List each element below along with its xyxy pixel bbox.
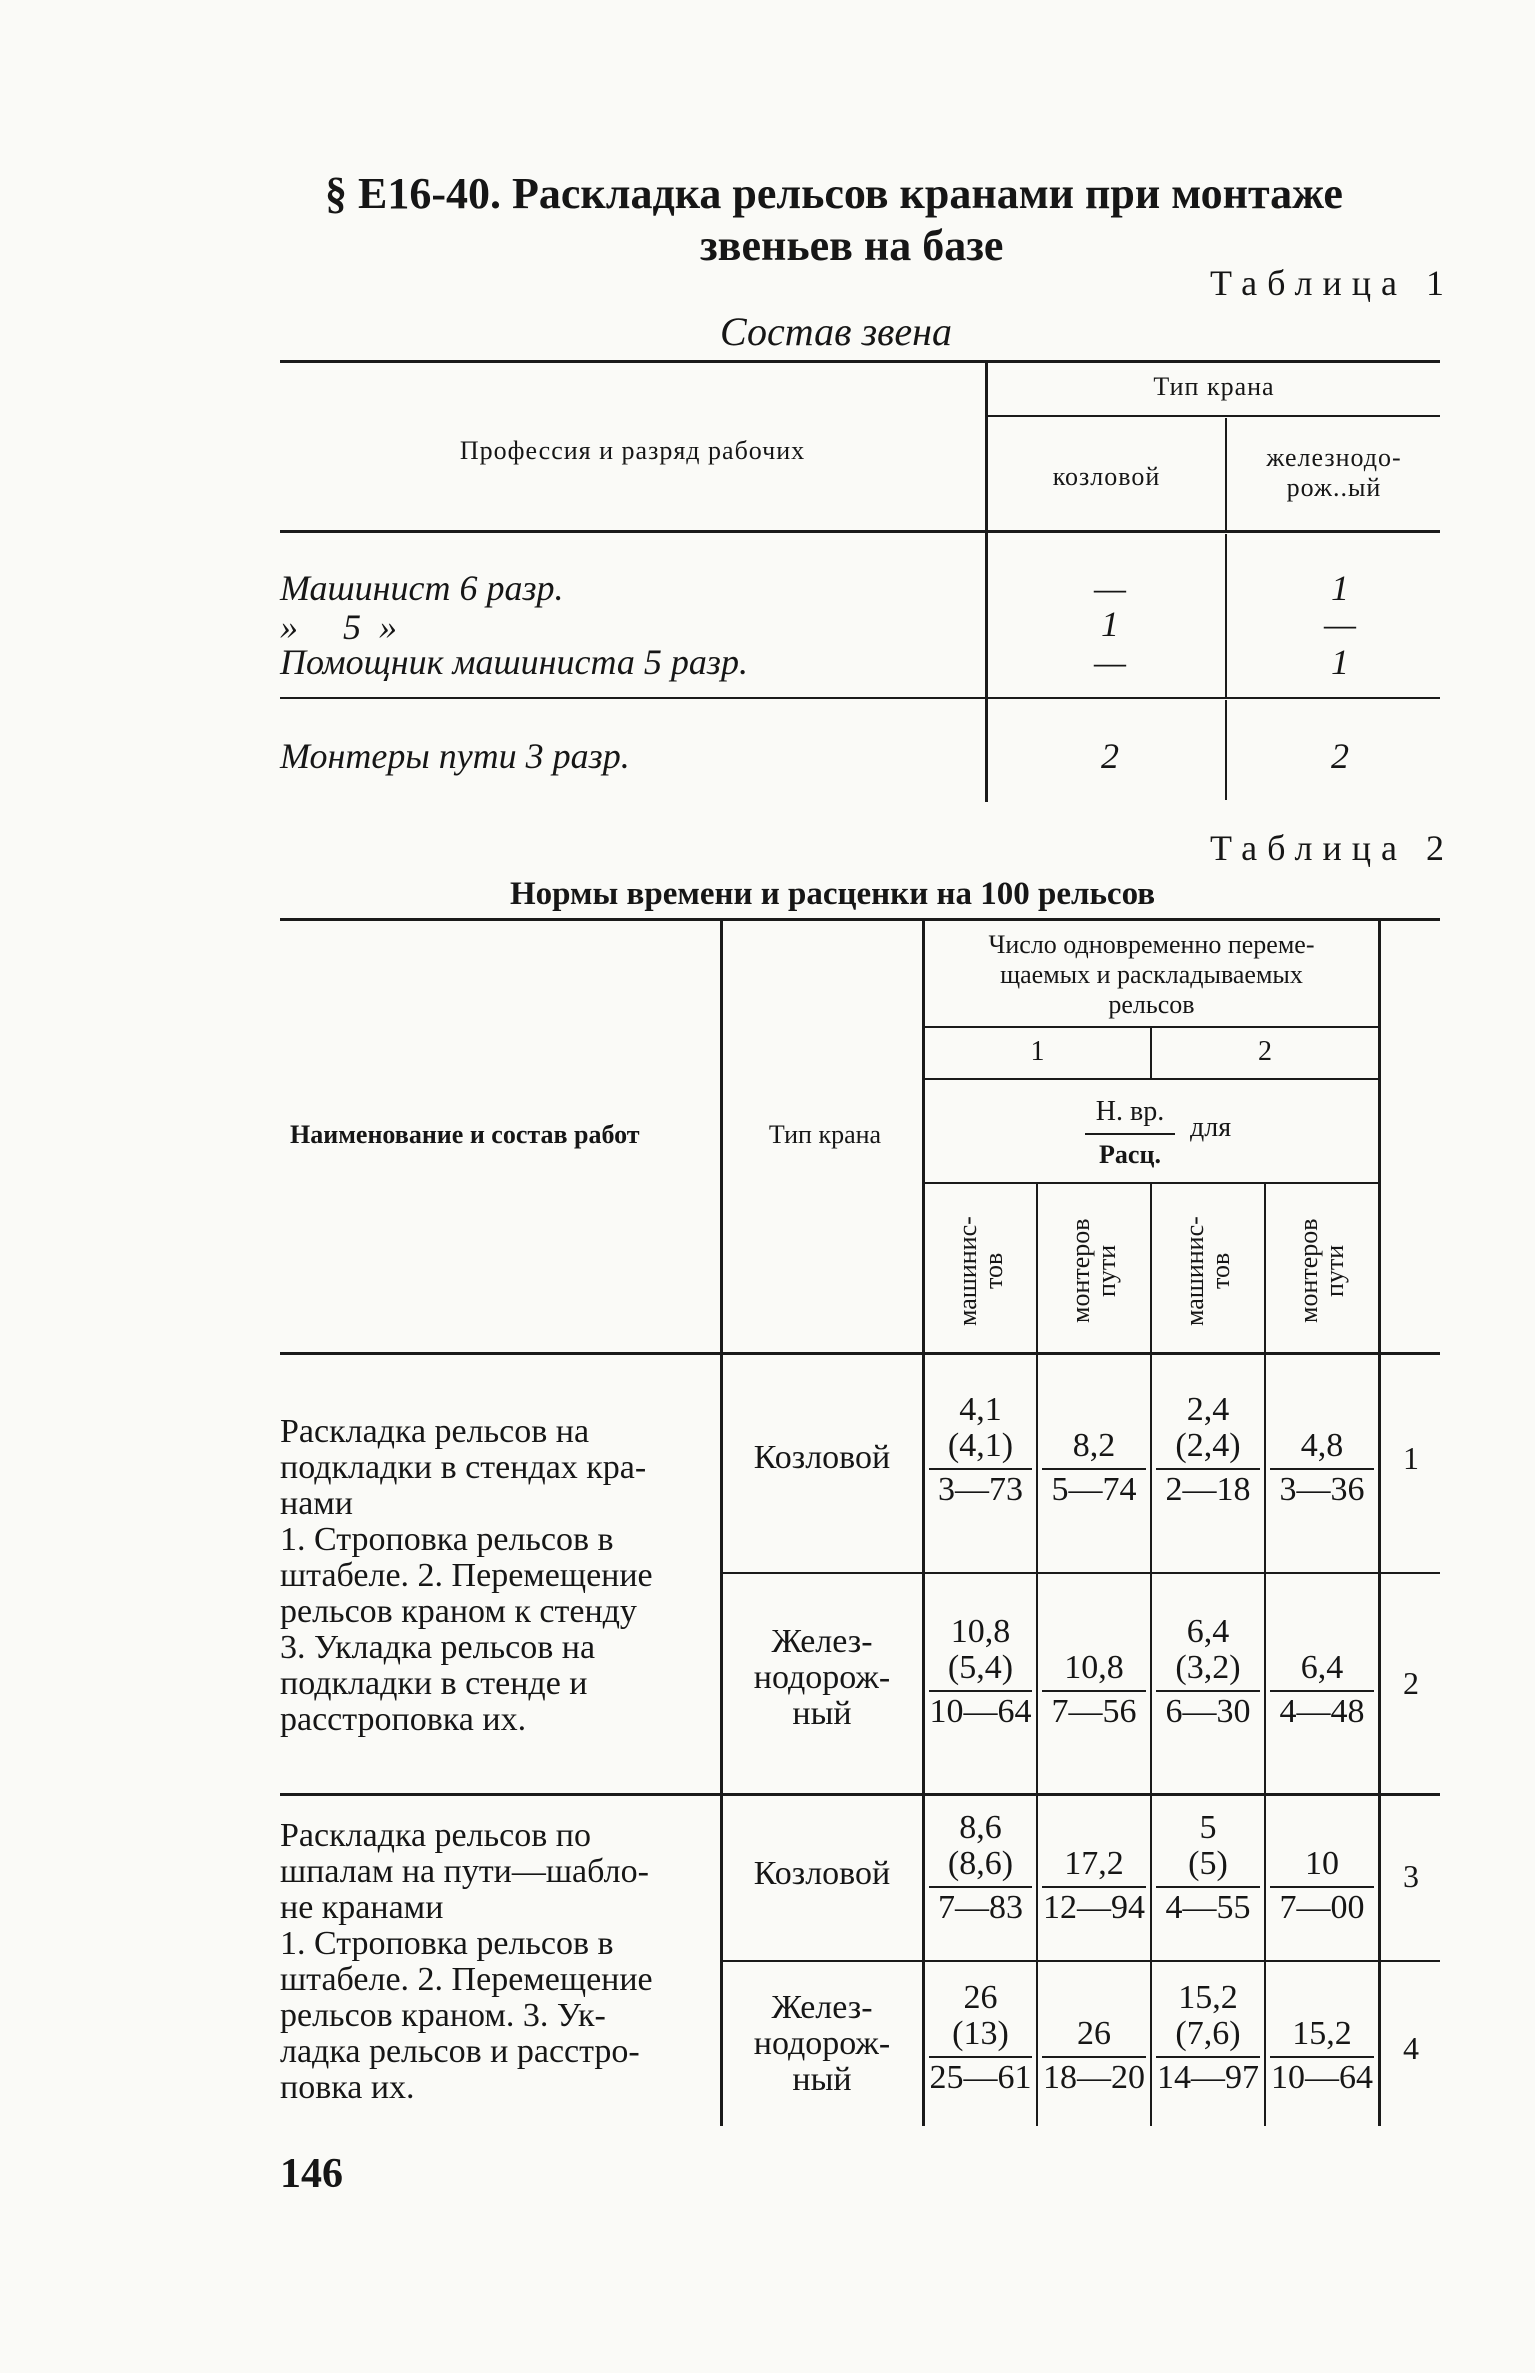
crane-type-line: нодорож- <box>753 2025 891 2062</box>
norm-value: 6,4 <box>1186 1613 1230 1650</box>
table1-cell-gantry: 2 <box>1101 736 1119 776</box>
table2-norm-cell <box>1266 1846 1378 1926</box>
table2-norm-cell <box>1152 1980 1264 2096</box>
norm-value: (8,6) <box>947 1845 1014 1882</box>
table1-cell-railway: — <box>1323 604 1356 644</box>
table2-header-norm-den: Расц. <box>1099 1140 1161 1169</box>
norm-value: (13) <box>952 2015 1009 2052</box>
table2-header-count-line-3: рельсов <box>1108 990 1195 1019</box>
table2-crane-type <box>722 1624 922 1732</box>
table1-header-crane-type: Тип крана <box>1153 372 1275 401</box>
crane-type-line: Желез- <box>771 1623 873 1660</box>
table2-norm-cell <box>1038 1846 1150 1926</box>
table2-norm-cell <box>1038 2016 1150 2096</box>
table1-header-railway <box>1228 443 1440 503</box>
norm-value: 10 <box>1305 1845 1339 1882</box>
crane-type-line: нодорож- <box>753 1659 891 1696</box>
rate-value: 25—61 <box>929 2056 1032 2096</box>
norm-value: 26 <box>963 1979 998 2016</box>
table2-norm-cell <box>1152 1614 1264 1730</box>
table2-norm-cell <box>1266 1428 1378 1508</box>
table2-row-number: 3 <box>1403 1858 1419 1894</box>
table2-header-two: 2 <box>1258 1036 1272 1067</box>
table1-row-name: Помощник машиниста 5 разр. <box>280 642 748 682</box>
work-text-line: ладка рельсов и расстро- <box>280 2033 640 2070</box>
table2-header-one: 1 <box>1030 1036 1045 1067</box>
table1-caption: Состав звена <box>720 309 953 354</box>
norm-value: 26 <box>1077 2015 1111 2052</box>
crane-type-line: Желез- <box>771 1989 873 2026</box>
work-text-line: подкладки в стенде и <box>280 1665 588 1702</box>
norm-value: 15,2 <box>1292 2015 1352 2052</box>
norm-value: 6,4 <box>1300 1649 1344 1686</box>
norm-value: (5,4) <box>947 1649 1014 1686</box>
table2-label: Таблица 2 <box>1210 828 1454 868</box>
table2-header-track-fitters: монтеров пути <box>1294 1218 1349 1324</box>
rate-value: 12—94 <box>1042 1886 1146 1926</box>
table2-norm-cell <box>1152 1810 1264 1926</box>
norm-value: (7,6) <box>1175 2015 1241 2052</box>
table2-row-number: 2 <box>1403 1665 1419 1701</box>
page-number: 146 <box>280 2151 343 2197</box>
work-text-line: Раскладка рельсов по <box>280 1817 591 1854</box>
table2-header-track-fitters: монтеров пути <box>1066 1218 1121 1324</box>
work-text-line: штабеле. 2. Перемещение <box>280 1961 653 1998</box>
table2-norm-cell <box>1038 1650 1150 1730</box>
table2-header-count-line-1: Число одновременно переме- <box>988 930 1315 959</box>
crane-type-line: ный <box>792 2061 852 2098</box>
work-text-line: 1. Строповка рельсов в <box>280 1521 614 1558</box>
table2-work-description <box>280 1414 695 1738</box>
rate-value: 14—97 <box>1156 2056 1260 2096</box>
table2-norm-cell <box>1152 1392 1264 1508</box>
rate-value: 6—30 <box>1156 1690 1260 1730</box>
work-text-line: нами <box>280 1485 353 1522</box>
work-text-line: расстроповка их. <box>280 1701 527 1738</box>
norm-value: 10,8 <box>950 1613 1011 1650</box>
work-text-line: шпалам на пути—шабло- <box>280 1853 649 1890</box>
rate-value: 7—00 <box>1270 1886 1374 1926</box>
table2-header-norm-num: Н. вр. <box>1095 1096 1165 1127</box>
table2-norm-cell <box>925 1614 1036 1730</box>
norm-value: 2,4 <box>1186 1391 1230 1428</box>
rate-value: 18—20 <box>1042 2056 1146 2096</box>
table2-header-crane: Тип крана <box>768 1120 882 1149</box>
work-text-line: подкладки в стендах кра- <box>280 1449 647 1486</box>
table1-header-railway-line-1: железнодо- <box>1266 443 1402 472</box>
table2-header-work: Наименование и состав работ <box>290 1120 640 1149</box>
table1-header-railway-line-2: рож..ый <box>1286 473 1382 502</box>
norm-value: (4,1) <box>947 1427 1014 1464</box>
rate-value: 7—56 <box>1042 1690 1146 1730</box>
table2-header-machinists: машинис- тов <box>1180 1216 1235 1326</box>
rate-value: 10—64 <box>929 1690 1032 1730</box>
crane-type-line: ный <box>792 1695 852 1732</box>
table2-header-count-line-2: щаемых и раскладываемых <box>1000 960 1303 989</box>
work-text-line: штабеле. 2. Перемещение <box>280 1557 653 1594</box>
table2-norm-cell <box>1266 1650 1378 1730</box>
table2-norm-cell <box>925 1392 1036 1508</box>
table1-cell-gantry: — <box>1093 642 1126 682</box>
rate-value: 5—74 <box>1042 1468 1146 1508</box>
table2-header-count <box>925 930 1378 1020</box>
table2-norm-cell <box>925 1980 1036 2096</box>
table1-row-name: » 5 » <box>280 607 397 647</box>
rate-value: 10—64 <box>1270 2056 1374 2096</box>
table2-norm-cell <box>1038 1428 1150 1508</box>
norm-value: (3,2) <box>1175 1649 1241 1686</box>
norm-value: 5 <box>1199 1809 1217 1846</box>
norm-value: 15,2 <box>1178 1979 1238 2016</box>
work-text-line: не кранами <box>280 1889 444 1926</box>
rate-value: 2—18 <box>1156 1468 1260 1508</box>
rate-value: 3—36 <box>1270 1468 1374 1508</box>
section-title-line-1: § Е16-40. Раскладка рельсов кранами при монтаже <box>325 169 1343 218</box>
norm-value: 4,1 <box>959 1391 1002 1428</box>
table2-crane-type <box>722 1990 922 2098</box>
table2-row-number: 1 <box>1403 1440 1419 1476</box>
rate-value: 4—48 <box>1270 1690 1374 1730</box>
norm-value: 4,8 <box>1300 1427 1344 1464</box>
table2-header-norm-for: для <box>1190 1112 1232 1143</box>
norm-value: 8,2 <box>1072 1427 1116 1464</box>
work-text-line: Раскладка рельсов на <box>280 1413 590 1450</box>
table1-row-name: Монтеры пути 3 разр. <box>280 736 630 776</box>
table2-crane-type: Козловой <box>753 1855 891 1892</box>
table1-cell-railway: 1 <box>1331 642 1349 682</box>
work-text-line: рельсов краном к стенду <box>280 1593 637 1630</box>
rate-value: 3—73 <box>929 1468 1032 1508</box>
norm-value: 17,2 <box>1064 1845 1124 1882</box>
section-title-line-2: звеньев на базе <box>700 221 1004 270</box>
norm-value: 8,6 <box>959 1809 1002 1846</box>
table1-cell-gantry: — <box>1093 568 1126 608</box>
table1-cell-gantry: 1 <box>1101 604 1119 644</box>
norm-value: (2,4) <box>1175 1427 1241 1464</box>
table1-row-name: Машинист 6 разр. <box>280 568 564 608</box>
table2-crane-type: Козловой <box>753 1439 891 1476</box>
table1-header-gantry: козловой <box>1052 462 1161 491</box>
table1-header-profession: Профессия и разряд рабочих <box>459 436 806 465</box>
table2-norm-cell <box>1266 2016 1378 2096</box>
table2-header-machinists: машинис- тов <box>953 1216 1008 1326</box>
rate-value: 4—55 <box>1156 1886 1260 1926</box>
table2-work-description <box>280 1818 695 2106</box>
table1-cell-railway: 1 <box>1331 568 1349 608</box>
work-text-line: повка их. <box>280 2069 415 2106</box>
table2-row-number: 4 <box>1403 2030 1419 2066</box>
table1-label: Таблица 1 <box>1210 263 1454 303</box>
norm-value: 10,8 <box>1064 1649 1124 1686</box>
table2-norm-cell <box>925 1810 1036 1926</box>
work-text-line: рельсов краном. 3. Ук- <box>280 1997 606 2034</box>
work-text-line: 1. Строповка рельсов в <box>280 1925 614 1962</box>
rate-value: 7—83 <box>929 1886 1032 1926</box>
work-text-line: 3. Укладка рельсов на <box>280 1629 596 1666</box>
section-title <box>230 168 1460 272</box>
table1-cell-railway: 2 <box>1331 736 1349 776</box>
norm-value: (5) <box>1188 1845 1228 1882</box>
table2-caption: Нормы времени и расценки на 100 рельсов <box>510 876 1156 912</box>
